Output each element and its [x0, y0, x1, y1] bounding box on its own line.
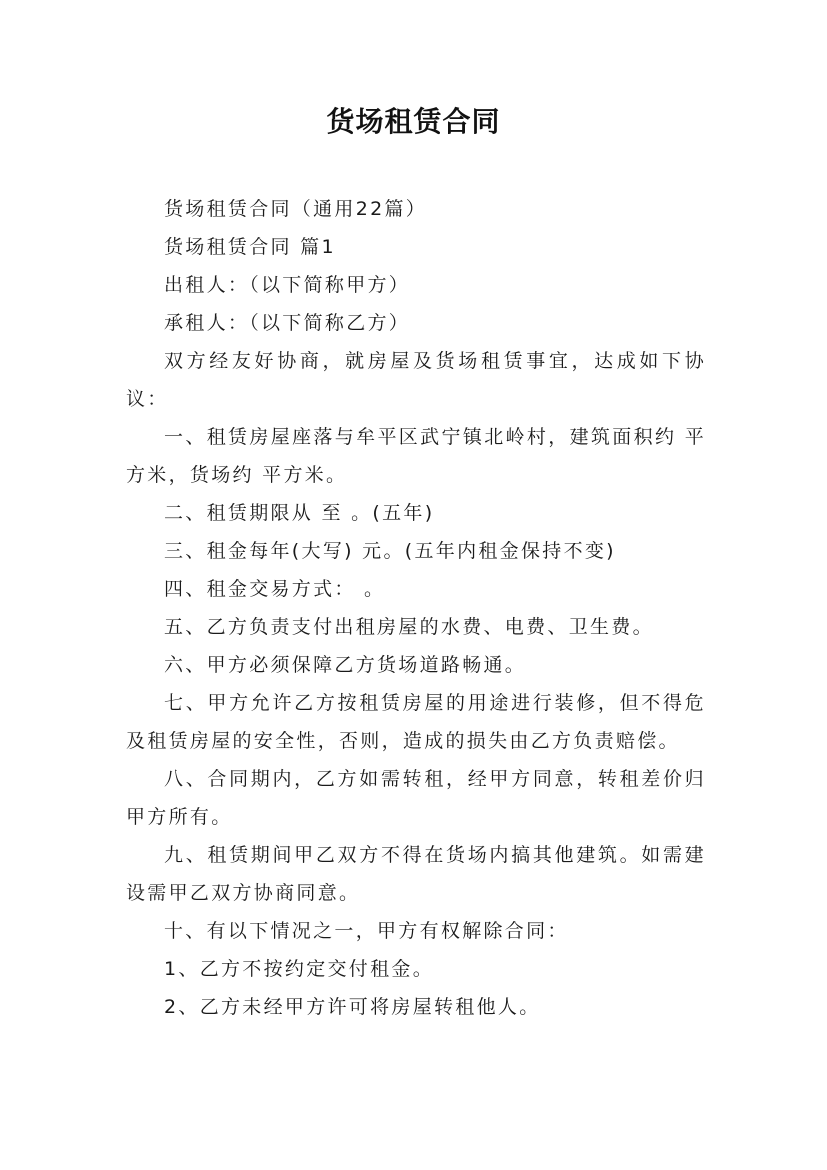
paragraph: 四、租金交易方式： 。	[164, 578, 386, 600]
document-title: 货场租赁合同	[326, 105, 501, 138]
paragraph: 2、乙方未经甲方许可将房屋转租他人。	[164, 996, 541, 1018]
paragraph: 三、租金每年(大写) 元。(五年内租金保持不变)	[164, 540, 616, 562]
document-body	[126, 190, 706, 1026]
paragraph: 货场租赁合同 篇1	[164, 236, 336, 258]
paragraph: 二、租赁期限从 至 。(五年)	[164, 502, 435, 524]
paragraph: 承租人：（以下简称乙方）	[164, 312, 411, 334]
paragraph: 一、租赁房屋座落与牟平区武宁镇北岭村，建筑面积约 平方米，货场约 平方米。	[126, 426, 706, 486]
paragraph: 八、合同期内，乙方如需转租，经甲方同意，转租差价归甲方所有。	[126, 768, 706, 828]
paragraph: 五、乙方负责支付出租房屋的水费、电费、卫生费。	[164, 616, 654, 638]
paragraph: 十、有以下情况之一，甲方有权解除合同：	[164, 920, 569, 942]
paragraph: 双方经友好协商，就房屋及货场租赁事宜，达成如下协议：	[126, 350, 706, 410]
paragraph: 九、租赁期间甲乙双方不得在货场内搞其他建筑。如需建设需甲乙双方协商同意。	[126, 844, 706, 904]
paragraph: 六、甲方必须保障乙方货场道路畅通。	[164, 654, 527, 676]
paragraph: 1、乙方不按约定交付租金。	[164, 958, 434, 980]
paragraph: 货场租赁合同（通用22篇）	[164, 198, 428, 220]
paragraph: 七、甲方允许乙方按租赁房屋的用途进行装修，但不得危及租赁房屋的安全性，否则，造成的损失由乙方负责赔偿。	[126, 692, 706, 752]
paragraph: 出租人：（以下简称甲方）	[164, 274, 411, 296]
